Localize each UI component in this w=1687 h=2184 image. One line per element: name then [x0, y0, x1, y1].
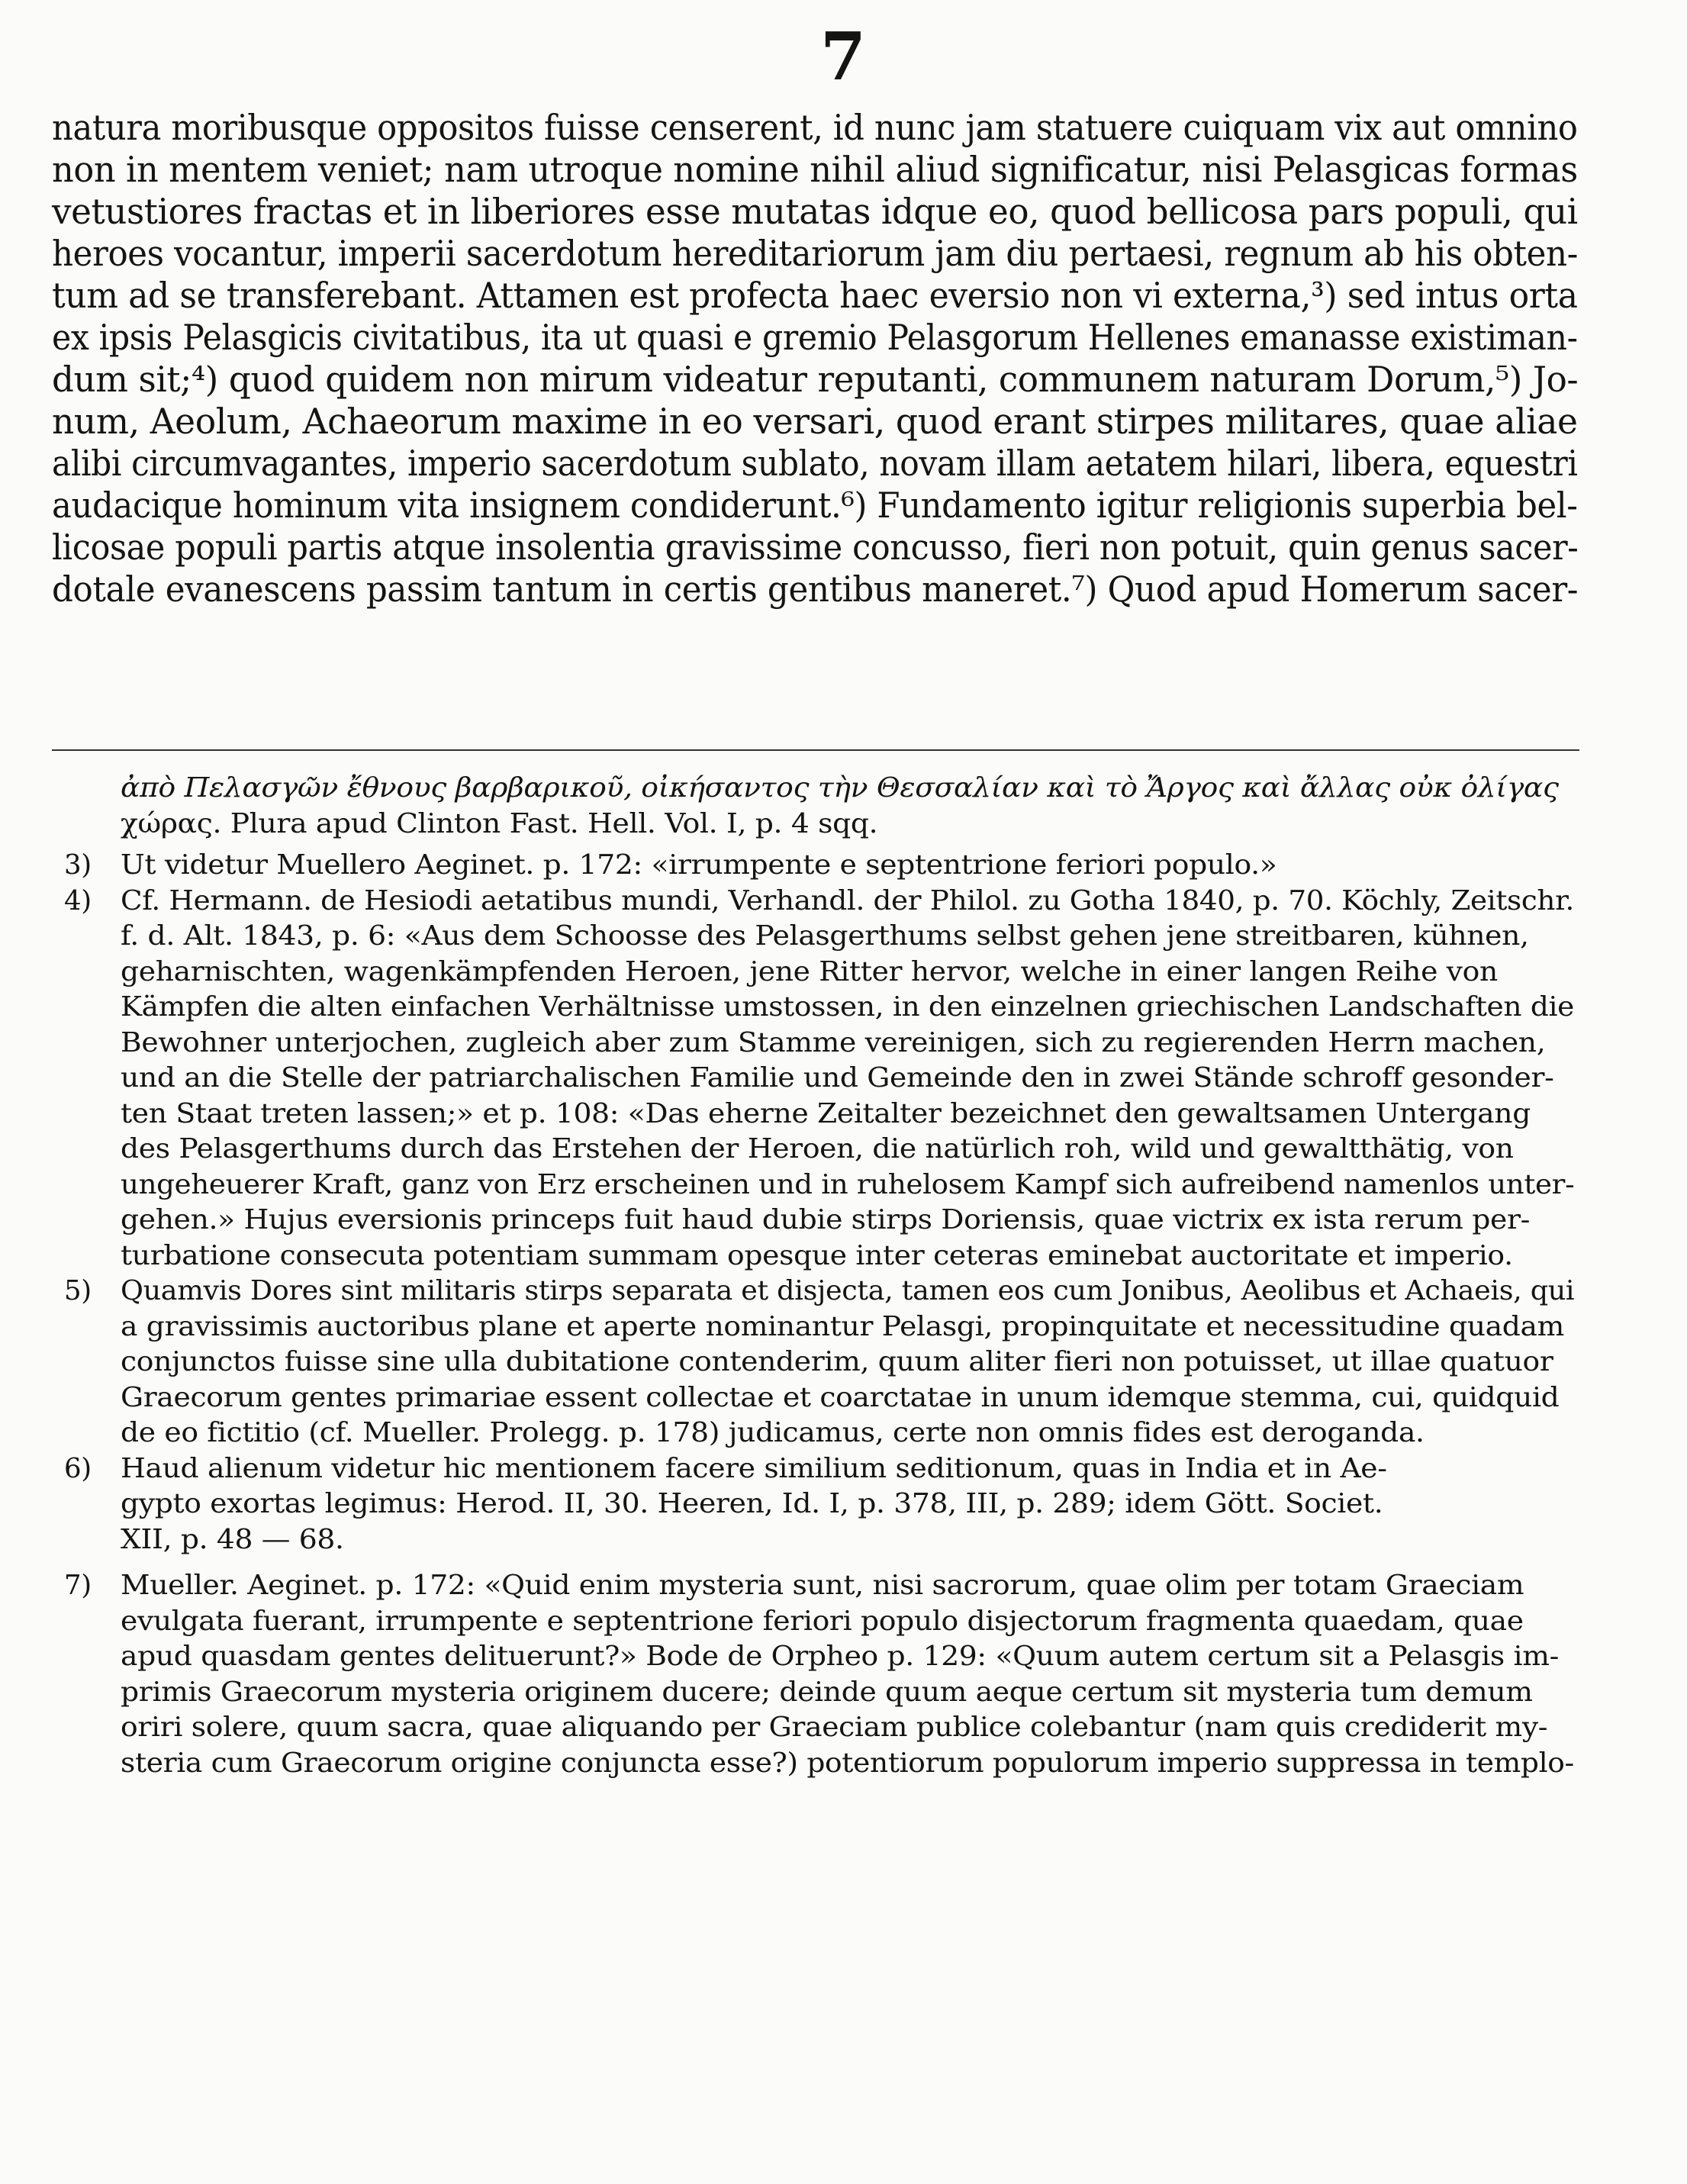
footnote-line: Graecorum gentes primariae essent collectae et coarctatae in unum idemque stemma, cui, quidquid	[121, 1381, 1560, 1413]
footnote-line: XII, p. 48 — 68.	[121, 1523, 344, 1555]
text-line: tum ad se transferebant. Attamen est profecta haec eversio non vi externa,³) sed intus orta	[52, 275, 1578, 316]
footnote-line: turbatione consecuta potentiam summam opesque inter ceteras eminebat auctoritate et imperio.	[121, 1239, 1513, 1271]
footnote-number: 6)	[64, 1452, 92, 1484]
footnote-line: Quamvis Dores sint militaris stirps separata et disjecta, tamen eos cum Jonibus, Aeolibus et Achaeis, qui	[121, 1275, 1575, 1306]
footnote-line: Cf. Hermann. de Hesiodi aetatibus mundi, Verhandl. der Philol. zu Gotha 1840, p. 70. Köchly, Zeitschr.	[121, 884, 1575, 916]
footnote-line: f. d. Alt. 1843, p. 6: «Aus dem Schoosse des Pelasgerthums selbst gehen jene streitbaren, kühnen,	[121, 920, 1529, 952]
footnote-5	[52, 1274, 1578, 1451]
footnote-6	[52, 1451, 1578, 1558]
footnotes	[52, 771, 1578, 1781]
text-line: audacique hominum vita insignem condiderunt.⁶) Fundamento igitur religionis superbia bel-	[52, 485, 1578, 526]
text-line: vetustiores fractas et in liberiores esse mutatas idque eo, quod bellicosa pars populi, qui	[52, 191, 1578, 232]
text-line: dum sit;⁴) quod quidem non mirum videatur reputanti, communem naturam Dorum,⁵) Jo-	[52, 359, 1579, 400]
footnote-continued	[52, 771, 1578, 842]
footnote-line: Ut videtur Muellero Aeginet. p. 172: «irrumpente e septentrione feriori populo.»	[121, 849, 1277, 881]
footnote-line: und an die Stelle der patriarchalischen Familie und Gemeinde den in zwei Stände schroff gesonder-	[121, 1062, 1554, 1094]
footnote-number: 4)	[64, 884, 92, 916]
footnote-line: Haud alienum videtur hic mentionem facere similium seditionum, quas in India et in Ae-	[121, 1452, 1387, 1484]
footnote-line: ungeheuerer Kraft, ganz von Erz erscheinen und in ruhelosem Kampf sich aufreibend namenlos unter-	[121, 1168, 1575, 1200]
text-line: dotale evanescens passim tantum in certis gentibus maneret.⁷) Quod apud Homerum sacer-	[52, 569, 1579, 610]
footnote-number: 5)	[64, 1275, 92, 1306]
footnote-line: gehen.» Hujus eversionis princeps fuit haud dubie stirps Doriensis, quae victrix ex ista rerum per-	[121, 1204, 1531, 1235]
footnote-separator	[52, 749, 1579, 751]
footnote-line: primis Graecorum mysteria originem ducere; deinde quum aeque certum sit mysteria tum demum	[121, 1676, 1533, 1708]
footnote-number: 3)	[64, 849, 92, 881]
footnote-line: a gravissimis auctoribus plane et aperte nominantur Pelasgi, propinquitate et necessitudine quadam	[121, 1310, 1565, 1342]
footnote-line: Bewohner unterjochen, zugleich aber zum Stamme vereinigen, sich zu regierenden Herrn machen,	[121, 1026, 1546, 1058]
footnote-line: apud quasdam gentes delituerunt?» Bode de Orpheo p. 129: «Quum autem certum sit a Pelasgis im-	[121, 1641, 1560, 1672]
footnote-3	[52, 848, 1578, 884]
text-line: num, Aeolum, Achaeorum maxime in eo versari, quod erant stirpes militares, quae aliae	[52, 401, 1578, 442]
text-line: non in mentem veniet; nam utroque nomine nihil aliud significatur, nisi Pelasgicas formas	[52, 149, 1578, 190]
text-line: alibi circumvagantes, imperio sacerdotum sublato, novam illam aetatem hilari, libera, equestri	[52, 443, 1578, 484]
footnote-line: ἀπὸ Πελασγῶν ἔθνους βαρβαρικοῦ, οἰκήσαντος τὴν Θεσσαλίαν καὶ τὸ Ἄργος καὶ ἄλλας οὐκ ὀλίγας	[121, 772, 1559, 804]
text-line: heroes vocantur, imperii sacerdotum hereditariorum jam diu pertaesi, regnum ab his obten-	[52, 233, 1579, 274]
footnote-4	[52, 884, 1578, 1274]
footnote-line: Mueller. Aeginet. p. 172: «Quid enim mysteria sunt, nisi sacrorum, quae olim per totam Graeciam	[121, 1570, 1524, 1601]
text-line: natura moribusque oppositos fuisse censerent, id nunc jam statuere cuiquam vix aut omnino	[52, 107, 1578, 148]
main-text	[52, 107, 1578, 610]
footnote-line: des Pelasgerthums durch das Erstehen der Heroen, die natürlich roh, wild und gewaltthätig, von	[121, 1133, 1514, 1164]
footnote-line: de eo fictitio (cf. Mueller. Prolegg. p. 178) judicamus, certe non omnis fides est deroganda.	[121, 1417, 1425, 1448]
footnote-line: Kämpfen die alten einfachen Verhältnisse umstossen, in den einzelnen griechischen Landschaften die	[121, 991, 1575, 1023]
footnote-line: steria cum Graecorum origine conjuncta esse?) potentiorum populorum imperio suppressa in templo-	[121, 1747, 1574, 1779]
footnote-7	[52, 1568, 1578, 1781]
footnote-line: evulgata fuerant, irrumpente e septentrione feriori populo disjectorum fragmenta quaedam, quae	[121, 1605, 1524, 1637]
text-line: licosae populi partis atque insolentia gravissime concusso, fieri non potuit, quin genus sacer-	[52, 527, 1579, 568]
footnote-number: 7)	[64, 1570, 92, 1601]
footnote-line: oriri solere, quum sacra, quae aliquando per Graeciam publice colebantur (nam quis crediderit my-	[121, 1712, 1548, 1743]
page-number: 7	[820, 18, 866, 95]
footnote-line: gypto exortas legimus: Herod. II, 30. Heeren, Id. I, p. 378, III, p. 289; idem Gött. Societ.	[121, 1488, 1383, 1519]
footnote-line: geharnischten, wagenkämpfenden Heroen, jene Ritter hervor, welche in einer langen Reihe von	[121, 955, 1498, 987]
footnote-line: ten Staat treten lassen;» et p. 108: «Das eherne Zeitalter bezeichnet den gewaltsamen Untergang	[121, 1097, 1531, 1129]
footnote-line: χώρας. Plura apud Clinton Fast. Hell. Vol. I, p. 4 sqq.	[121, 807, 878, 839]
footnote-line: conjunctos fuisse sine ulla dubitatione contenderim, quum aliter fieri non potuisset, ut illae quatuor	[121, 1346, 1553, 1377]
text-line: ex ipsis Pelasgicis civitatibus, ita ut quasi e gremio Pelasgorum Hellenes emanasse existiman-	[52, 317, 1578, 358]
